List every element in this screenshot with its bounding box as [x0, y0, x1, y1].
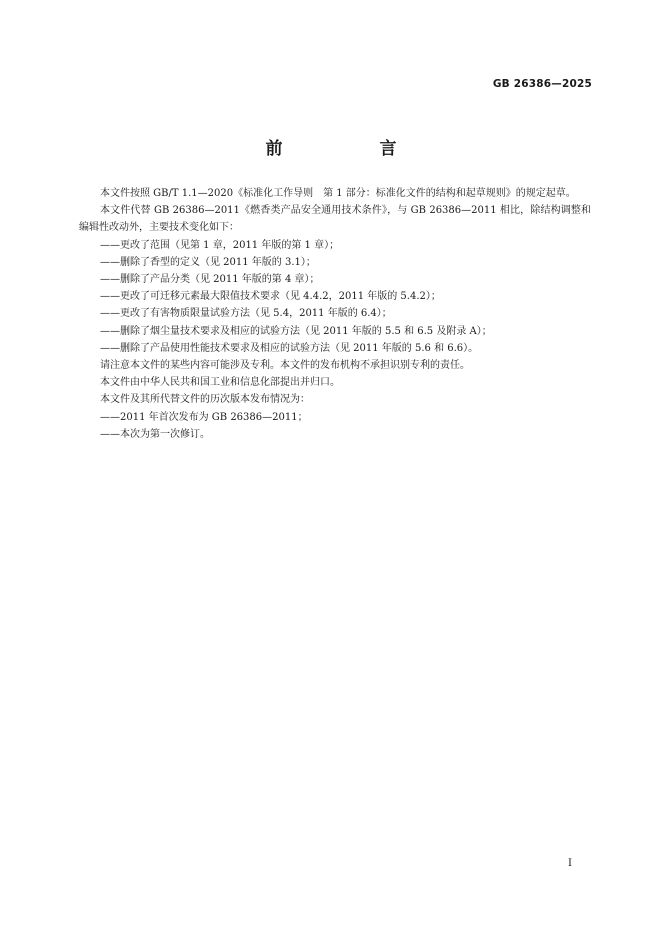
paragraph-patent-notice: 请注意本文件的某些内容可能涉及专利。本文件的发布机构不承担识别专利的责任。 — [100, 360, 470, 372]
paragraph-replacement: 本文件代替 GB 26386—2011《燃香类产品安全通用技术条件》，与 GB 26386—2011 相比，除结构调整和编辑性改动外，主要技术变化如下： — [79, 205, 591, 234]
change-item: ——更改了可迁移元素最大限值技术要求（见 4.4.2，2011 年版的 5.4.2）； — [100, 291, 441, 303]
change-item: ——删除了香型的定义（见 2011 年版的 3.1）； — [100, 256, 316, 268]
change-item: ——删除了烟尘量技术要求及相应的试验方法（见 2011 年版的 5.5 和 6.5 及附录 A）； — [100, 325, 492, 337]
page-title: 前 言 — [265, 139, 437, 159]
document-body — [79, 185, 591, 443]
change-item: ——更改了范围（见第 1 章，2011 年版的第 1 章）； — [100, 239, 340, 251]
paragraph-proposer: 本文件由中华人民共和国工业和信息化部提出并归口。 — [100, 377, 340, 389]
history-item: ——本次为第一次修订。 — [100, 428, 210, 440]
page-number: I — [568, 858, 572, 869]
change-item: ——删除了产品分类（见 2011 年版的第 4 章）； — [100, 274, 320, 286]
history-item: ——2011 年首次发布为 GB 26386—2011； — [100, 411, 308, 423]
paragraph-history-intro: 本文件及其所代替文件的历次版本发布情况为： — [100, 394, 310, 406]
change-item: ——更改了有害物质限量试验方法（见 5.4，2011 年版的 6.4）； — [100, 308, 392, 320]
change-item: ——删除了产品使用性能技术要求及相应的试验方法（见 2011 年版的 5.6 和 6.6）。 — [100, 342, 479, 354]
standard-code: GB 26386—2025 — [492, 78, 592, 90]
paragraph-drafting-rules: 本文件按照 GB/T 1.1—2020《标准化工作导则 第 1 部分：标准化文件的结构和起草规则》的规定起草。 — [100, 188, 576, 199]
